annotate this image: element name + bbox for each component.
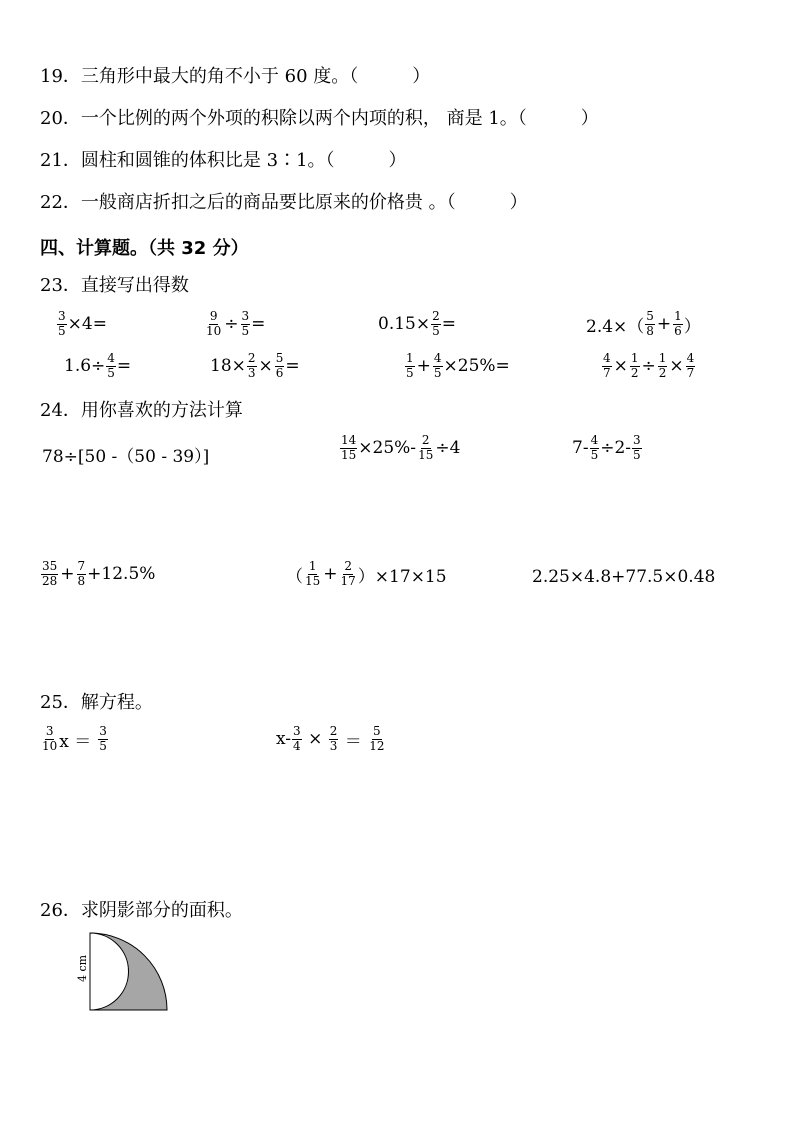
fraction: $\frac{7}{8}$ [77, 559, 86, 588]
fraction: $\frac{2}{15}$ [418, 433, 434, 462]
question-21: 21．圆柱和圆锥的体积比是 3∶1。（ ） [40, 150, 407, 171]
q23-item-a: $\frac{3}{5}$ ×4= [58, 309, 107, 338]
q23-item-e: 1.6÷ $\frac{4}{5}$ = [64, 351, 132, 380]
fraction: $\frac{2}{5}$ [432, 309, 440, 338]
fraction: $\frac{3}{5}$ [99, 724, 107, 753]
shaded-area-figure [70, 930, 180, 1020]
question-24-title: 24．用你喜欢的方法计算 [40, 400, 243, 421]
fraction: $\frac{2}{3}$ [247, 351, 256, 380]
fraction: $\frac{2}{17}$ [340, 559, 356, 588]
fraction: $\frac{3}{4}$ [293, 724, 301, 753]
fraction: $\frac{35}{28}$ [42, 559, 58, 588]
fraction: $\frac{9}{10}$ [206, 309, 222, 338]
fraction: $\frac{2}{3}$ [329, 724, 338, 753]
fraction: $\frac{5}{12}$ [369, 724, 385, 753]
question-20: 20．一个比例的两个外项的积除以两个内项的积， 商是 1。（ ） [40, 108, 599, 129]
q25-equation-1: $\frac{3}{10}$ x ＝ $\frac{3}{5}$ [42, 724, 107, 753]
question-25-title: 25．解方程。 [40, 692, 153, 713]
fraction: $\frac{4}{7}$ [686, 351, 695, 380]
fraction: $\frac{1}{6}$ [674, 309, 682, 338]
question-22: 22．一般商店折扣之后的商品要比原来的价格贵 。（ ） [40, 192, 528, 213]
q23-item-g: $\frac{1}{5}$ + $\frac{4}{5}$ ×25%= [406, 351, 510, 380]
fraction: $\frac{3}{10}$ [42, 724, 58, 753]
fraction: $\frac{5}{6}$ [275, 351, 284, 380]
question-26-title: 26．求阴影部分的面积。 [40, 900, 243, 921]
q23-item-b: $\frac{9}{10}$ ÷ $\frac{3}{5}$ = [206, 309, 266, 338]
fraction: $\frac{4}{5}$ [107, 351, 115, 380]
dimension-label: 4 cm [76, 954, 89, 982]
section-heading: 四、计算题。（共 32 分） [40, 238, 249, 259]
fraction: $\frac{3}{5}$ [241, 309, 250, 338]
q24-item-c: 7- $\frac{4}{5}$ ÷2- $\frac{3}{5}$ [572, 433, 641, 462]
q23-item-h: $\frac{4}{7}$ × $\frac{1}{2}$ ÷ $\frac{1}{2}$ × $\frac{4}{7}$ [603, 351, 695, 380]
fraction: $\frac{1}{15}$ [305, 559, 321, 588]
fraction: $\frac{1}{2}$ [658, 351, 667, 380]
q23-item-c: 0.15× $\frac{2}{5}$ = [378, 309, 456, 338]
q24-item-a: 78÷[50 -（50 - 39）] [42, 447, 210, 467]
q23-item-d: 2.4×（ $\frac{5}{8}$ + $\frac{1}{6}$ ） [586, 309, 701, 338]
q23-item-f: 18× $\frac{2}{3}$ × $\frac{5}{6}$ = [210, 351, 300, 380]
fraction: $\frac{1}{2}$ [630, 351, 639, 380]
fraction: $\frac{1}{5}$ [406, 351, 414, 380]
q24-item-e: （ $\frac{1}{15}$ + $\frac{2}{17}$ ）×17×15 [286, 559, 447, 588]
question-19: 19．三角形中最大的角不小于 60 度。（ ） [40, 66, 431, 87]
q24-item-f: 2.25×4.8+77.5×0.48 [532, 567, 716, 587]
q24-item-d: $\frac{35}{28}$ + $\frac{7}{8}$ +12.5% [42, 559, 156, 588]
q25-equation-2: x- $\frac{3}{4}$ × $\frac{2}{3}$ ＝ $\frac{5}{12}$ [276, 724, 385, 753]
fraction: $\frac{4}{5}$ [433, 351, 442, 380]
fraction: $\frac{3}{5}$ [58, 309, 66, 338]
question-23-title: 23．直接写出得数 [40, 275, 189, 296]
fraction: $\frac{3}{5}$ [633, 433, 641, 462]
fraction: $\frac{14}{15}$ [341, 433, 357, 462]
fraction: $\frac{4}{7}$ [603, 351, 611, 380]
q24-item-b: $\frac{14}{15}$ ×25%- $\frac{2}{15}$ ÷4 [341, 433, 461, 462]
fraction: $\frac{4}{5}$ [590, 433, 599, 462]
fraction: $\frac{5}{8}$ [646, 309, 654, 338]
